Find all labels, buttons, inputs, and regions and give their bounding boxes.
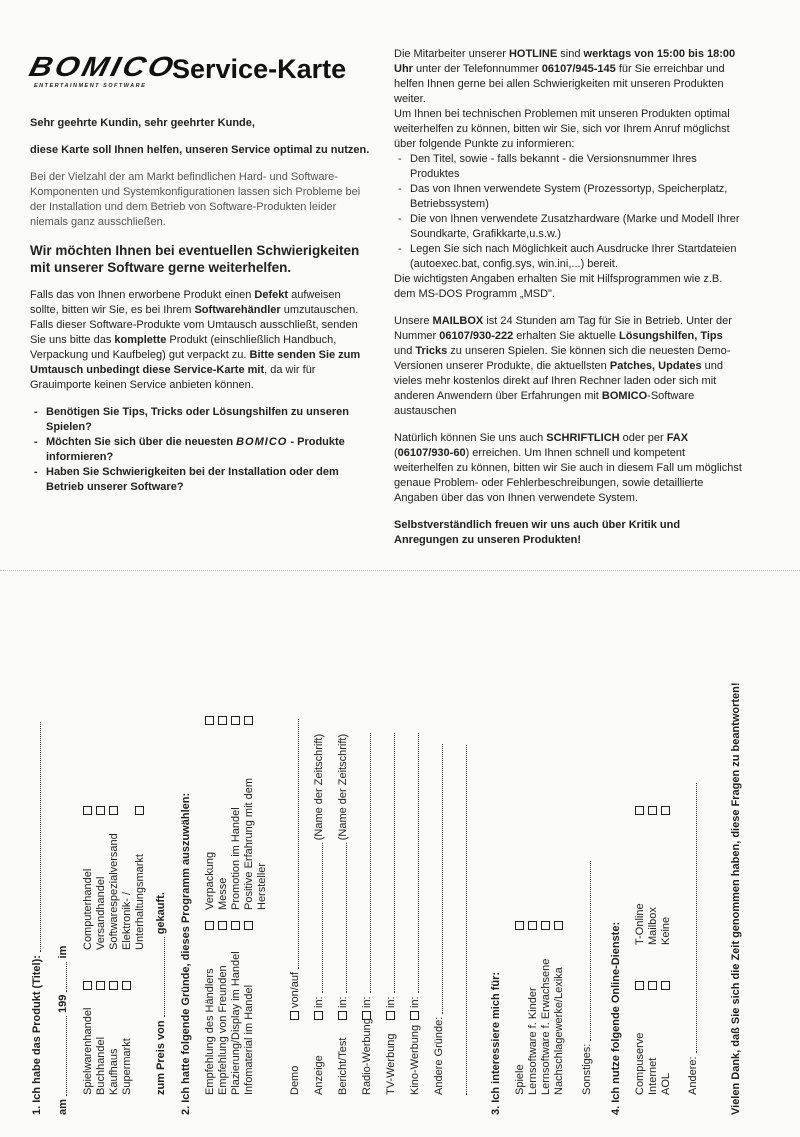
checkbox-buch[interactable]	[95, 978, 108, 990]
checkbox-verpackung[interactable]	[204, 713, 217, 725]
demo-field[interactable]	[288, 719, 299, 969]
interest-lexika: Nachschlagewerke/Lexika	[553, 967, 565, 1095]
shop-supermarkt: Supermarkt	[121, 1038, 133, 1095]
checkbox-erfahrung[interactable]	[243, 713, 256, 725]
checkbox-tonline[interactable]	[634, 803, 647, 815]
section-2-title: 2. Ich hatte folgende Gründe, dieses Programm auszuwählen:	[180, 792, 192, 1115]
checkbox-computer[interactable]	[82, 803, 95, 815]
other-online-row: Andere:	[686, 783, 700, 1095]
other-online-field[interactable]	[686, 783, 697, 1053]
section-4-title: 4. Ich nutze folgende Online-Dienste:	[610, 921, 622, 1115]
info-list	[394, 152, 744, 272]
left-column	[30, 116, 370, 495]
online-keine: Keine	[660, 916, 672, 945]
reason-freunde: Empfehlung von Freunden	[217, 965, 229, 1095]
bericht-field[interactable]	[336, 843, 347, 993]
checkbox-aol[interactable]	[660, 978, 673, 990]
reason-erfahrung: Positive Erfahrung mit dem	[243, 777, 255, 910]
shop-computer: Computerhandel	[82, 868, 94, 950]
checkbox-supermarkt[interactable]	[121, 978, 134, 990]
price-row: zum Preis von gekauft.	[155, 892, 167, 1095]
reason-infomaterial: Infomaterial im Handel	[243, 984, 255, 1095]
section-3-title: 3. Ich interessiere mich für:	[490, 971, 502, 1115]
checkbox-kino[interactable]	[410, 1011, 419, 1020]
media-row-demo: Demovon/auf	[288, 719, 302, 1095]
checkbox-softwareversand[interactable]	[108, 803, 121, 815]
closing-text: Selbstverständlich freuen wir uns auch über Kritik und Anregungen zu unseren Produkten!	[394, 519, 681, 546]
online-tonline: T-Online	[634, 903, 646, 945]
shop-elektronik: Elektronik- /	[121, 891, 133, 950]
checkbox-spielwaren[interactable]	[82, 978, 95, 990]
fax-paragraph: Natürlich können Sie uns auch SCHRIFTLICH oder per FAX (06107/930-60) erreichen. Um Ihnen schnell und kompetent weiterhelfen zu können, bitten wir Sie auch in diesem Fall um möglichst genaue Problem- oder Fehlerbeschreibungen, sowie detaillierte Angaben über das von Ihnen verwendete System.	[394, 432, 742, 504]
logo-word: BOMICO	[26, 50, 180, 83]
reason-haendler: Empfehlung des Händlers	[204, 968, 216, 1095]
checkbox-mailbox[interactable]	[647, 803, 660, 815]
intro-text: diese Karte soll Ihnen helfen, unseren Service optimal zu nutzen.	[30, 144, 370, 156]
shop-kaufhaus: Kaufhaus	[108, 1048, 120, 1095]
checkbox-messe[interactable]	[217, 713, 230, 725]
year-field[interactable]	[56, 962, 67, 992]
page-title: Service-Karte	[172, 54, 347, 84]
checkbox-radio[interactable]	[362, 1011, 371, 1020]
online-internet: Internet	[647, 1057, 659, 1095]
shop-buch: Buchhandel	[95, 1036, 107, 1095]
media-row-anzeige: Anzeigein: (Name der Zeitschrift)	[313, 733, 325, 1095]
interest-spiele: Spiele	[514, 1064, 526, 1095]
question-item: - Haben Sie Schwierigkeiten bei der Installation oder dem Betrieb unserer Software?	[30, 465, 370, 495]
checkbox-spiele[interactable]	[514, 918, 527, 930]
checkbox-freunde[interactable]	[217, 918, 230, 930]
right-column	[394, 47, 744, 548]
shop-versand: Versandhandel	[95, 876, 107, 950]
checkbox-display[interactable]	[230, 918, 243, 930]
other-reasons-line[interactable]	[456, 745, 470, 1095]
info-item: - Legen Sie sich nach Möglichkeit auch Ausdrucke Ihrer Startdateien (autoexec.bat, config.sys, win.ini,...) bereit.	[394, 242, 744, 272]
checkbox-tv[interactable]	[386, 1011, 395, 1020]
checkbox-bericht[interactable]	[338, 1011, 347, 1020]
online-compuserve: Compuserve	[634, 1032, 646, 1095]
price-field[interactable]	[154, 937, 165, 1017]
checkbox-lexika[interactable]	[553, 918, 566, 930]
question-item: - Möchten Sie sich über die neuesten BOMICO - Produkte informieren?	[30, 435, 370, 465]
interest-kinder: Lernsoftware f. Kinder	[527, 987, 539, 1095]
checkbox-infomaterial[interactable]	[243, 918, 256, 930]
online-aol: AOL	[660, 1072, 672, 1095]
purchase-date-row: am 199 im	[57, 945, 69, 1115]
reason-promotion: Promotion im Handel	[230, 807, 242, 910]
other-reasons-row: Andere Gründe:	[432, 744, 446, 1095]
checkbox-kaufhaus[interactable]	[108, 978, 121, 990]
logo-subtitle: ENTERTAINMENT SOFTWARE	[34, 83, 147, 89]
thanks-text: Vielen Dank, daß Sie sich die Zeit genommen haben, diese Fragen zu beantworten!	[730, 682, 742, 1115]
radio-field[interactable]	[360, 733, 371, 993]
info-paragraph: Um Ihnen bei technischen Problemen mit unseren Produkten optimal weiterhelfen zu können, bitten wir Sie, sich vor Ihrem Anruf möglichst über folgende Punkte zu informieren:	[394, 108, 730, 150]
question-list	[30, 405, 370, 495]
questionnaire	[30, 605, 750, 1115]
info-item: - Das von Ihnen verwendete System (Prozessortyp, Speicherplatz, Betriebssystem)	[394, 182, 744, 212]
checkbox-compuserve[interactable]	[634, 978, 647, 990]
checkbox-kinder[interactable]	[527, 918, 540, 930]
msd-paragraph: Die wichtigsten Angaben erhalten Sie mit Hilfsprogrammen wie z.B. dem MS-DOS Programm „MSD".	[394, 273, 723, 300]
reason-hersteller: Hersteller	[256, 862, 268, 910]
reason-display: Plazierung/Display im Handel	[230, 951, 242, 1095]
kino-field[interactable]	[408, 733, 419, 993]
checkbox-versand[interactable]	[95, 803, 108, 815]
tv-field[interactable]	[384, 733, 395, 993]
bomico-logo	[26, 50, 180, 96]
other-interest-row: Sonstiges:	[580, 861, 594, 1095]
checkbox-elektronik[interactable]	[134, 803, 147, 815]
headline: Wir möchten Ihnen bei eventuellen Schwierigkeiten mit unserer Software gerne weiterhelfen.	[30, 243, 360, 275]
other-reasons-field[interactable]	[432, 744, 443, 1014]
anzeige-field[interactable]	[312, 843, 323, 993]
info-item: - Die von Ihnen verwendete Zusatzhardware (Marke und Modell Ihrer Soundkarte, Grafikkarte,u.s.w.)	[394, 212, 744, 242]
checkbox-internet[interactable]	[647, 978, 660, 990]
checkbox-haendler[interactable]	[204, 918, 217, 930]
date-field[interactable]	[56, 1016, 67, 1096]
checkbox-keine[interactable]	[660, 803, 673, 815]
hotline-paragraph: Die Mitarbeiter unserer HOTLINE sind werktags von 15:00 bis 18:00 Uhr unter der Telefonnummer 06107/945-145 für Sie erreichbar und helfen Ihnen gerne bei allen Schwierigkeiten mit unseren Produkten weiter.	[394, 48, 736, 105]
paragraph-defect: Falls das von Ihnen erworbene Produkt einen Defekt aufweisen sollte, bitten wir Sie, es bei Ihrem Softwarehändler umzutauschen. Falls dieser Software-Produkte vom Umtausch ausschließt, senden Sie uns bitte das komplette Produkt (einschließlich Handbuch, Verpackung und Kaufbeleg) gut verpackt zu. Bitte senden Sie zum Umtausch unbedingt diese Service-Karte mit, da wir für Grauimporte keinen Service anbieten können.	[30, 289, 361, 391]
shop-unterhaltung: Unterhaltungsmarkt	[134, 854, 146, 950]
online-mailbox: Mailbox	[647, 907, 659, 945]
checkbox-demo[interactable]	[290, 1011, 299, 1020]
checkbox-erwachsene[interactable]	[540, 918, 553, 930]
media-row-kino: Kino-Werbungin:	[408, 733, 422, 1095]
question-item: - Benötigen Sie Tips, Tricks oder Lösungshilfen zu unseren Spielen?	[30, 405, 370, 435]
media-row-radio: Radio-Werbungin:	[360, 733, 374, 1095]
reason-verpackung: Verpackung	[204, 851, 216, 910]
media-row-bericht: Bericht/Testin: (Name der Zeitschrift)	[337, 733, 349, 1095]
reason-messe: Messe	[217, 877, 229, 910]
shop-softwareversand: Softwarespezialversand	[108, 833, 120, 950]
paragraph-problems: Bei der Vielzahl der am Markt befindlichen Hard- und Software-Komponenten und Systemkonfigurationen lassen sich Probleme bei der Installation und dem Betrieb von Software-Produkten leider niemals ganz ausschließen.	[30, 171, 361, 228]
shop-spielwaren: Spielwarenhandel	[82, 1007, 94, 1095]
interest-erwachsene: Lernsoftware f. Erwachsene	[540, 958, 552, 1095]
salutation: Sehr geehrte Kundin, sehr geehrter Kunde,	[30, 117, 255, 129]
other-interest-field[interactable]	[580, 861, 591, 1041]
perforation-line	[0, 570, 800, 571]
checkbox-promotion[interactable]	[230, 713, 243, 725]
checkbox-anzeige[interactable]	[314, 1011, 323, 1020]
inline-logo: BOMICO	[236, 436, 288, 448]
media-row-tv: TV-Werbungin:	[384, 733, 398, 1095]
mailbox-paragraph: Unsere MAILBOX ist 24 Stunden am Tag für Sie in Betrieb. Unter der Nummer 06107/930-222 erhalten Sie aktuelle Lösungshilfen, Tips und Tricks zu unseren Spielen. Sie können sich die neuesten Demo-Versionen unserer Produkte, die aktuellsten Patches, Updates und vieles mehr kostenlos direkt auf Ihren Rechner laden oder sich mit anderen Anwendern über Erfahrungen mit BOMICO-Software austauschen	[394, 315, 732, 417]
info-item: - Den Titel, sowie - falls bekannt - die Versionsnummer Ihres Produktes	[394, 152, 744, 182]
section-1-title: 1. Ich habe das Produkt (Titel):	[30, 722, 44, 1115]
